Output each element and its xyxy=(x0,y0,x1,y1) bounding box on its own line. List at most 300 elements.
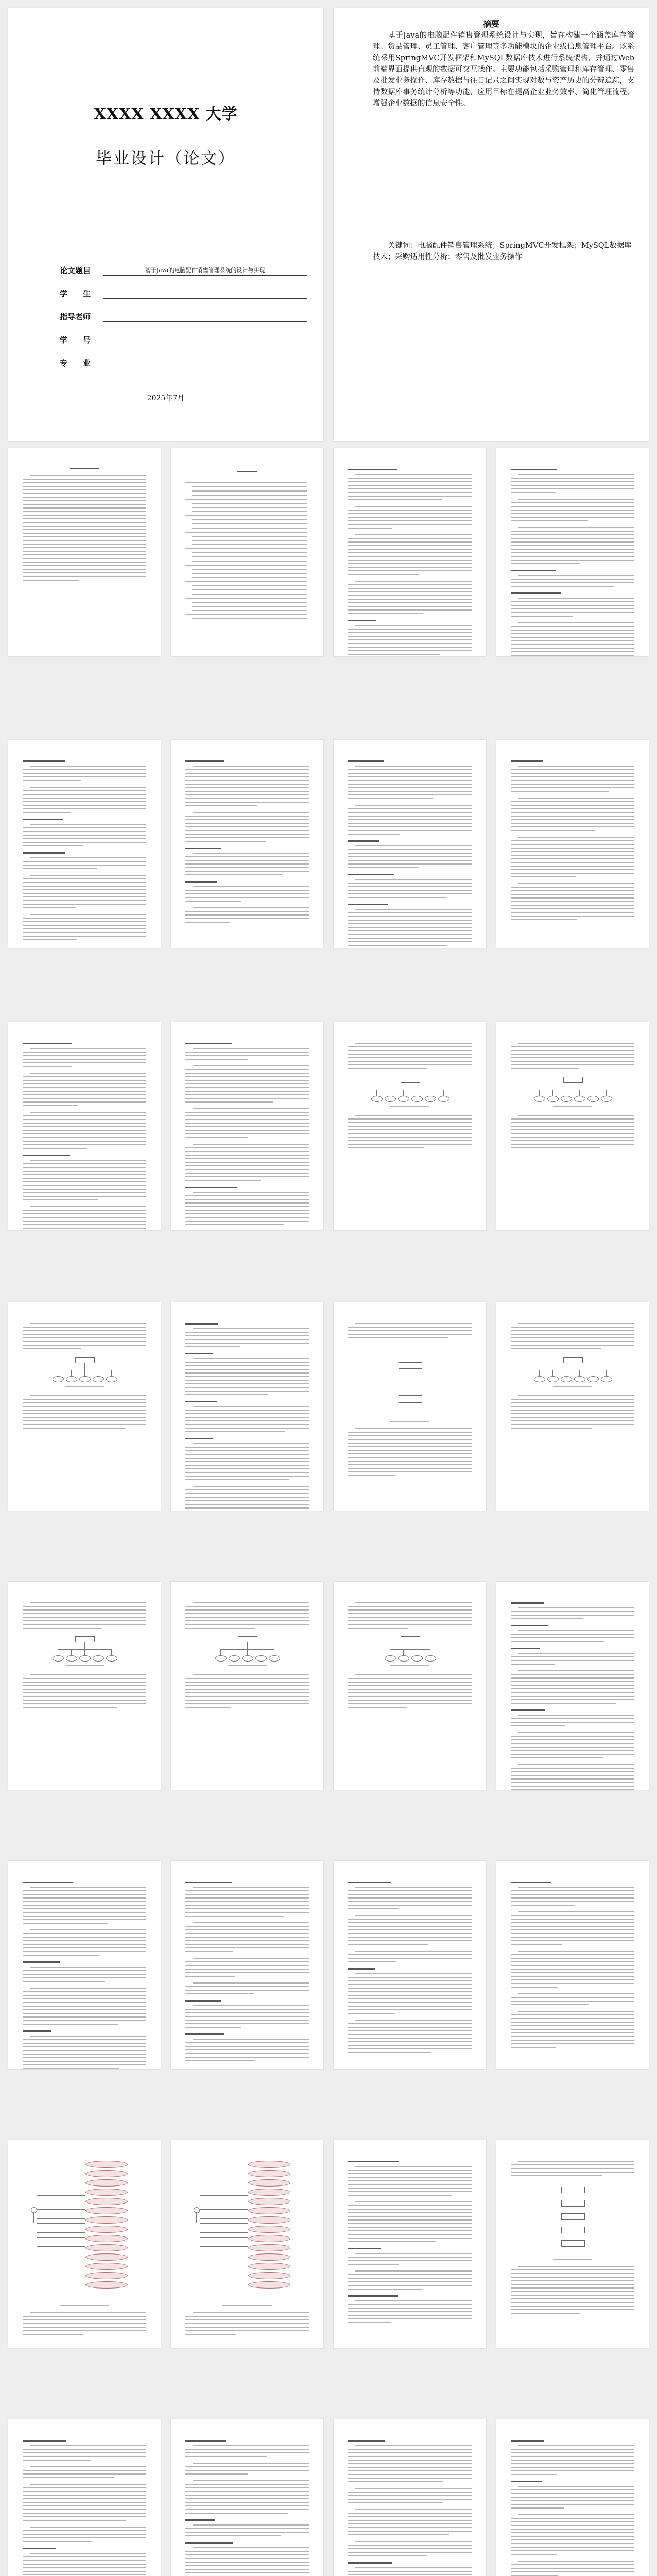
text-line xyxy=(23,1174,146,1175)
text-line xyxy=(30,857,146,858)
text-line xyxy=(193,1144,309,1145)
text-line xyxy=(348,2315,472,2316)
text-line xyxy=(511,616,573,617)
text-line xyxy=(348,2230,472,2231)
section-heading xyxy=(348,2161,399,2162)
text-line xyxy=(185,1450,309,1451)
text-line xyxy=(511,1703,616,1704)
text-line xyxy=(185,1489,309,1490)
text-line xyxy=(23,1923,108,1924)
text-line xyxy=(23,2460,91,2461)
text-line xyxy=(511,517,634,518)
text-line xyxy=(30,824,146,825)
text-line xyxy=(511,780,634,781)
text-line xyxy=(185,1685,309,1686)
thesis-type-title: 毕业设计（论文） xyxy=(96,149,236,168)
text-line xyxy=(511,1696,634,1697)
text-line xyxy=(23,500,146,501)
toc-entry xyxy=(192,486,307,487)
text-line xyxy=(23,1148,87,1149)
text-line xyxy=(348,823,472,824)
text-line xyxy=(511,1743,634,1744)
text-line xyxy=(23,1417,146,1418)
text-line xyxy=(348,632,472,633)
toc-entry xyxy=(192,594,307,595)
text-line xyxy=(23,1399,146,1400)
text-line xyxy=(511,773,634,774)
text-line xyxy=(23,798,146,799)
diagram-connector xyxy=(111,1370,112,1376)
text-line xyxy=(511,1615,634,1616)
text-line xyxy=(23,515,146,516)
text-line xyxy=(348,826,472,827)
text-line xyxy=(348,2195,452,2196)
text-line xyxy=(348,798,433,799)
text-line xyxy=(185,1912,309,1913)
text-line xyxy=(23,932,146,933)
diagram-connector xyxy=(71,1649,72,1655)
text-line xyxy=(355,766,472,767)
text-line xyxy=(511,1919,634,1920)
text-line xyxy=(348,1118,472,1120)
text-line xyxy=(185,2323,309,2324)
text-line xyxy=(511,919,577,920)
text-line xyxy=(185,830,309,831)
text-line xyxy=(185,1504,309,1505)
section-heading xyxy=(348,760,384,762)
flow-step-node xyxy=(561,2213,585,2220)
text-line xyxy=(511,916,634,917)
text-line xyxy=(185,1206,309,1207)
text-line xyxy=(518,1911,634,1912)
text-line xyxy=(511,552,634,553)
text-line xyxy=(185,1976,235,1977)
toc-entry xyxy=(192,618,307,619)
text-line xyxy=(518,1630,634,1631)
use-case-node xyxy=(248,2189,290,2196)
use-case-node xyxy=(248,2198,290,2205)
text-line xyxy=(23,1062,146,1063)
text-line xyxy=(23,554,146,555)
text-line xyxy=(185,1210,309,1211)
text-line xyxy=(511,1739,634,1740)
text-line xyxy=(23,1141,146,1142)
document-page-thumbnail xyxy=(334,2140,486,2348)
text-line xyxy=(23,1105,78,1106)
text-line xyxy=(185,802,309,803)
text-line xyxy=(355,2253,472,2254)
document-page-thumbnail xyxy=(496,1302,649,1511)
use-case-node xyxy=(248,2263,290,2270)
cover-date: 2025年7月 xyxy=(147,394,185,402)
text-line xyxy=(348,773,472,774)
text-line xyxy=(348,2219,472,2221)
text-line xyxy=(518,1764,634,1765)
text-line xyxy=(23,2520,126,2521)
document-page-thumbnail xyxy=(8,1861,161,2069)
figure-caption xyxy=(228,1665,267,1666)
text-line xyxy=(348,1707,407,1708)
section-heading xyxy=(23,1882,73,1883)
text-line xyxy=(23,2537,146,2538)
text-line xyxy=(511,513,634,514)
section-heading xyxy=(23,1043,72,1044)
text-line xyxy=(23,773,146,774)
text-line xyxy=(348,513,472,514)
section-heading xyxy=(348,874,394,875)
text-line xyxy=(511,2452,634,2453)
section-heading xyxy=(185,1882,232,1883)
section-heading xyxy=(348,1882,391,1883)
document-page-thumbnail xyxy=(8,1022,161,1230)
toc-entry xyxy=(192,490,307,492)
figure-caption xyxy=(390,1665,429,1666)
text-line xyxy=(348,2304,472,2305)
toc-entry xyxy=(185,581,307,582)
text-line xyxy=(185,922,230,923)
text-line xyxy=(193,1982,309,1984)
text-line xyxy=(511,2022,634,2023)
text-line xyxy=(348,938,472,939)
text-line xyxy=(185,1332,309,1333)
text-line xyxy=(23,1420,146,1421)
text-line xyxy=(348,780,472,781)
text-line xyxy=(511,485,634,486)
diagram-connector xyxy=(552,1090,553,1096)
text-line xyxy=(355,2020,472,2021)
text-line xyxy=(193,1065,309,1066)
text-line xyxy=(511,2474,557,2475)
text-line xyxy=(348,650,472,651)
text-line xyxy=(185,1094,309,1095)
text-line xyxy=(348,1126,472,1127)
text-line xyxy=(348,606,472,607)
text-line xyxy=(185,823,309,824)
text-line xyxy=(23,1998,146,1999)
text-line xyxy=(23,2323,146,2324)
text-line xyxy=(23,886,146,887)
text-line xyxy=(348,2289,423,2290)
text-line xyxy=(511,488,634,489)
text-line xyxy=(185,1213,309,1214)
text-line xyxy=(185,1199,309,1200)
text-line xyxy=(30,766,146,767)
text-line xyxy=(23,1933,146,1934)
text-line xyxy=(511,2313,580,2314)
diagram-root-node xyxy=(75,1636,95,1642)
cover-field-label: 学 号 xyxy=(60,335,91,345)
text-line xyxy=(185,2449,309,2450)
text-line xyxy=(511,481,634,482)
text-line xyxy=(511,1699,634,1700)
text-line xyxy=(511,1144,634,1145)
actor-body xyxy=(33,2212,34,2223)
diagram-child-node xyxy=(269,1655,280,1662)
text-line xyxy=(511,506,634,507)
text-line xyxy=(348,1457,472,1458)
text-line xyxy=(185,1073,309,1074)
figure-caption xyxy=(60,2305,109,2306)
text-line xyxy=(185,1472,309,1473)
text-line xyxy=(23,1192,146,1193)
text-line xyxy=(348,2030,472,2031)
diagram-child-node xyxy=(547,1096,559,1102)
text-line xyxy=(511,1987,558,1988)
text-line xyxy=(518,1993,634,1994)
text-line xyxy=(185,2551,309,2552)
text-line xyxy=(30,1929,146,1930)
text-line xyxy=(185,1339,309,1340)
text-line xyxy=(23,1689,146,1690)
text-line xyxy=(23,865,146,866)
text-line xyxy=(30,2527,146,2528)
document-page-thumbnail xyxy=(8,740,161,948)
text-line xyxy=(30,875,146,876)
diagram-root-node xyxy=(563,1077,583,1083)
text-line xyxy=(348,2278,472,2279)
document-page-thumbnail xyxy=(171,740,323,948)
text-line xyxy=(348,1678,472,1679)
text-line xyxy=(23,790,146,791)
text-line xyxy=(23,1916,146,1917)
text-line xyxy=(23,507,146,509)
text-line xyxy=(511,1750,634,1751)
text-line xyxy=(185,1703,309,1704)
flowchart-diagram xyxy=(496,2140,649,2348)
text-line xyxy=(511,1937,634,1938)
text-line xyxy=(348,2456,472,2457)
text-line xyxy=(348,769,472,770)
text-line xyxy=(511,2309,634,2310)
text-line xyxy=(23,522,146,523)
toc-entry xyxy=(192,507,307,508)
text-line xyxy=(185,1965,309,1966)
text-line xyxy=(348,2180,472,2181)
text-line xyxy=(23,2009,146,2010)
text-line xyxy=(185,1055,309,1056)
cover-field-topic xyxy=(60,256,307,279)
text-line xyxy=(185,1937,309,1938)
text-line xyxy=(348,654,440,655)
toc-entry xyxy=(192,536,307,537)
text-line xyxy=(23,904,146,905)
text-line xyxy=(23,2452,146,2453)
text-line xyxy=(23,2020,146,2021)
section-heading xyxy=(185,2033,224,2035)
text-line xyxy=(511,890,634,891)
diagram-connector xyxy=(84,1649,85,1655)
text-line xyxy=(185,1465,309,1466)
text-line xyxy=(511,2287,634,2289)
text-line xyxy=(348,563,472,564)
cover-field-value xyxy=(103,289,307,299)
text-line xyxy=(511,869,634,870)
text-line xyxy=(348,560,472,561)
text-line xyxy=(23,1181,146,1182)
cover-field-value: 基于Java的电脑配件销售管理系统的设计与实现 xyxy=(103,266,307,276)
text-line xyxy=(348,860,472,861)
diagram-connector xyxy=(539,1370,540,1376)
text-line xyxy=(511,1147,600,1148)
text-line xyxy=(185,2049,309,2050)
text-line xyxy=(511,1140,634,1141)
text-line xyxy=(185,1123,309,1124)
text-line xyxy=(30,1988,146,1989)
text-line xyxy=(518,499,634,500)
text-line xyxy=(511,556,634,557)
text-line xyxy=(348,890,472,891)
text-line xyxy=(518,1670,634,1671)
diagram-child-node xyxy=(587,1376,599,1382)
text-line xyxy=(23,1228,146,1229)
text-line xyxy=(355,2166,472,2167)
text-line xyxy=(348,591,472,592)
text-line xyxy=(511,2014,634,2015)
section-heading xyxy=(185,2519,215,2521)
association-line xyxy=(37,2209,85,2210)
text-line xyxy=(23,486,146,487)
text-line xyxy=(185,1052,309,1053)
text-line xyxy=(23,1428,126,1429)
text-line xyxy=(185,893,309,894)
text-line xyxy=(511,605,634,606)
cover-field-label: 学 生 xyxy=(60,289,91,298)
text-line xyxy=(185,2046,309,2047)
text-line xyxy=(185,1387,309,1388)
text-line xyxy=(511,1692,634,1693)
diagram-child-node xyxy=(425,1655,436,1662)
text-line xyxy=(23,1137,146,1138)
text-line xyxy=(518,1715,634,1716)
use-case-node xyxy=(248,2281,290,2289)
section-heading xyxy=(185,1353,213,1354)
text-line xyxy=(348,2013,395,2014)
text-line xyxy=(185,867,309,868)
text-line xyxy=(185,1497,309,1498)
text-line xyxy=(23,2491,146,2492)
text-line xyxy=(355,534,472,535)
text-line xyxy=(348,1122,472,1123)
text-line xyxy=(348,2495,472,2496)
text-line xyxy=(511,848,634,849)
document-page-thumbnail xyxy=(496,1861,649,2069)
text-line xyxy=(518,527,634,528)
text-line xyxy=(511,1126,634,1127)
text-line xyxy=(511,2302,634,2303)
text-line xyxy=(348,1703,472,1704)
text-line xyxy=(193,1674,309,1675)
text-line xyxy=(511,640,634,641)
figure-caption xyxy=(65,1386,104,1387)
text-line xyxy=(511,2536,634,2537)
text-line xyxy=(511,655,634,656)
text-line xyxy=(23,1951,146,1952)
text-line xyxy=(511,1641,604,1642)
text-line xyxy=(193,1958,309,1959)
text-line xyxy=(348,2574,472,2575)
text-line xyxy=(23,1406,146,1407)
document-page-thumbnail xyxy=(334,2419,486,2576)
text-line xyxy=(348,1944,428,1945)
text-line xyxy=(511,1118,634,1120)
text-line xyxy=(185,787,309,788)
text-line xyxy=(185,1707,231,1708)
text-line xyxy=(23,1908,146,1909)
text-line xyxy=(511,1428,592,1429)
text-line xyxy=(23,1991,146,1992)
text-line xyxy=(185,2016,309,2017)
text-line xyxy=(185,2466,309,2467)
text-line xyxy=(30,2484,146,2485)
diagram-root-node xyxy=(563,1357,583,1363)
text-line xyxy=(23,497,146,498)
text-line xyxy=(511,866,634,867)
text-line xyxy=(348,2188,472,2189)
text-line xyxy=(348,2516,472,2517)
flow-step-node xyxy=(561,2187,585,2193)
toc-entry xyxy=(192,561,307,562)
text-line xyxy=(23,1083,146,1084)
use-case-node xyxy=(248,2207,290,2214)
text-line xyxy=(23,518,146,519)
text-line xyxy=(348,2223,472,2224)
text-line xyxy=(348,927,472,928)
use-case-node xyxy=(85,2263,128,2270)
text-line xyxy=(185,1905,309,1906)
text-line xyxy=(511,626,634,627)
text-line xyxy=(23,1901,146,1902)
text-line xyxy=(23,511,146,512)
text-line xyxy=(185,1335,309,1336)
text-line xyxy=(23,1217,146,1218)
text-line xyxy=(348,2534,449,2535)
text-line xyxy=(30,1112,146,1113)
text-line xyxy=(23,2334,83,2335)
text-line xyxy=(23,540,146,541)
text-line xyxy=(185,1155,309,1156)
abstract-keywords: 关键词：电脑配件销售管理系统；SpringMVC开发框架；MySQL数据库技术；采购适用性分析；零售及批发业务操作 xyxy=(373,242,632,261)
text-line xyxy=(185,1458,309,1459)
text-line xyxy=(30,2466,146,2467)
text-line xyxy=(511,805,634,806)
text-line xyxy=(348,496,472,497)
text-line xyxy=(511,1901,634,1902)
text-line xyxy=(23,2068,119,2069)
diagram-connector xyxy=(84,1363,85,1370)
text-line xyxy=(511,563,580,564)
text-line xyxy=(355,2567,472,2568)
text-line xyxy=(23,2002,146,2003)
text-line xyxy=(23,1424,146,1425)
text-line xyxy=(185,1217,309,1218)
flow-step-node xyxy=(399,1362,422,1369)
text-line xyxy=(348,2548,472,2549)
text-line xyxy=(23,936,146,937)
text-line xyxy=(511,1965,634,1966)
text-line xyxy=(185,1894,309,1895)
diagram-child-node xyxy=(601,1096,612,1102)
text-line xyxy=(23,576,146,577)
diagram-child-node xyxy=(106,1376,117,1382)
text-line xyxy=(185,2484,309,2485)
text-line xyxy=(185,2319,309,2320)
text-line xyxy=(185,1431,285,1432)
diagram-child-node xyxy=(574,1376,585,1382)
text-line xyxy=(348,1439,472,1440)
text-line xyxy=(23,1185,146,1186)
text-line xyxy=(511,633,634,634)
text-line xyxy=(348,2241,436,2242)
